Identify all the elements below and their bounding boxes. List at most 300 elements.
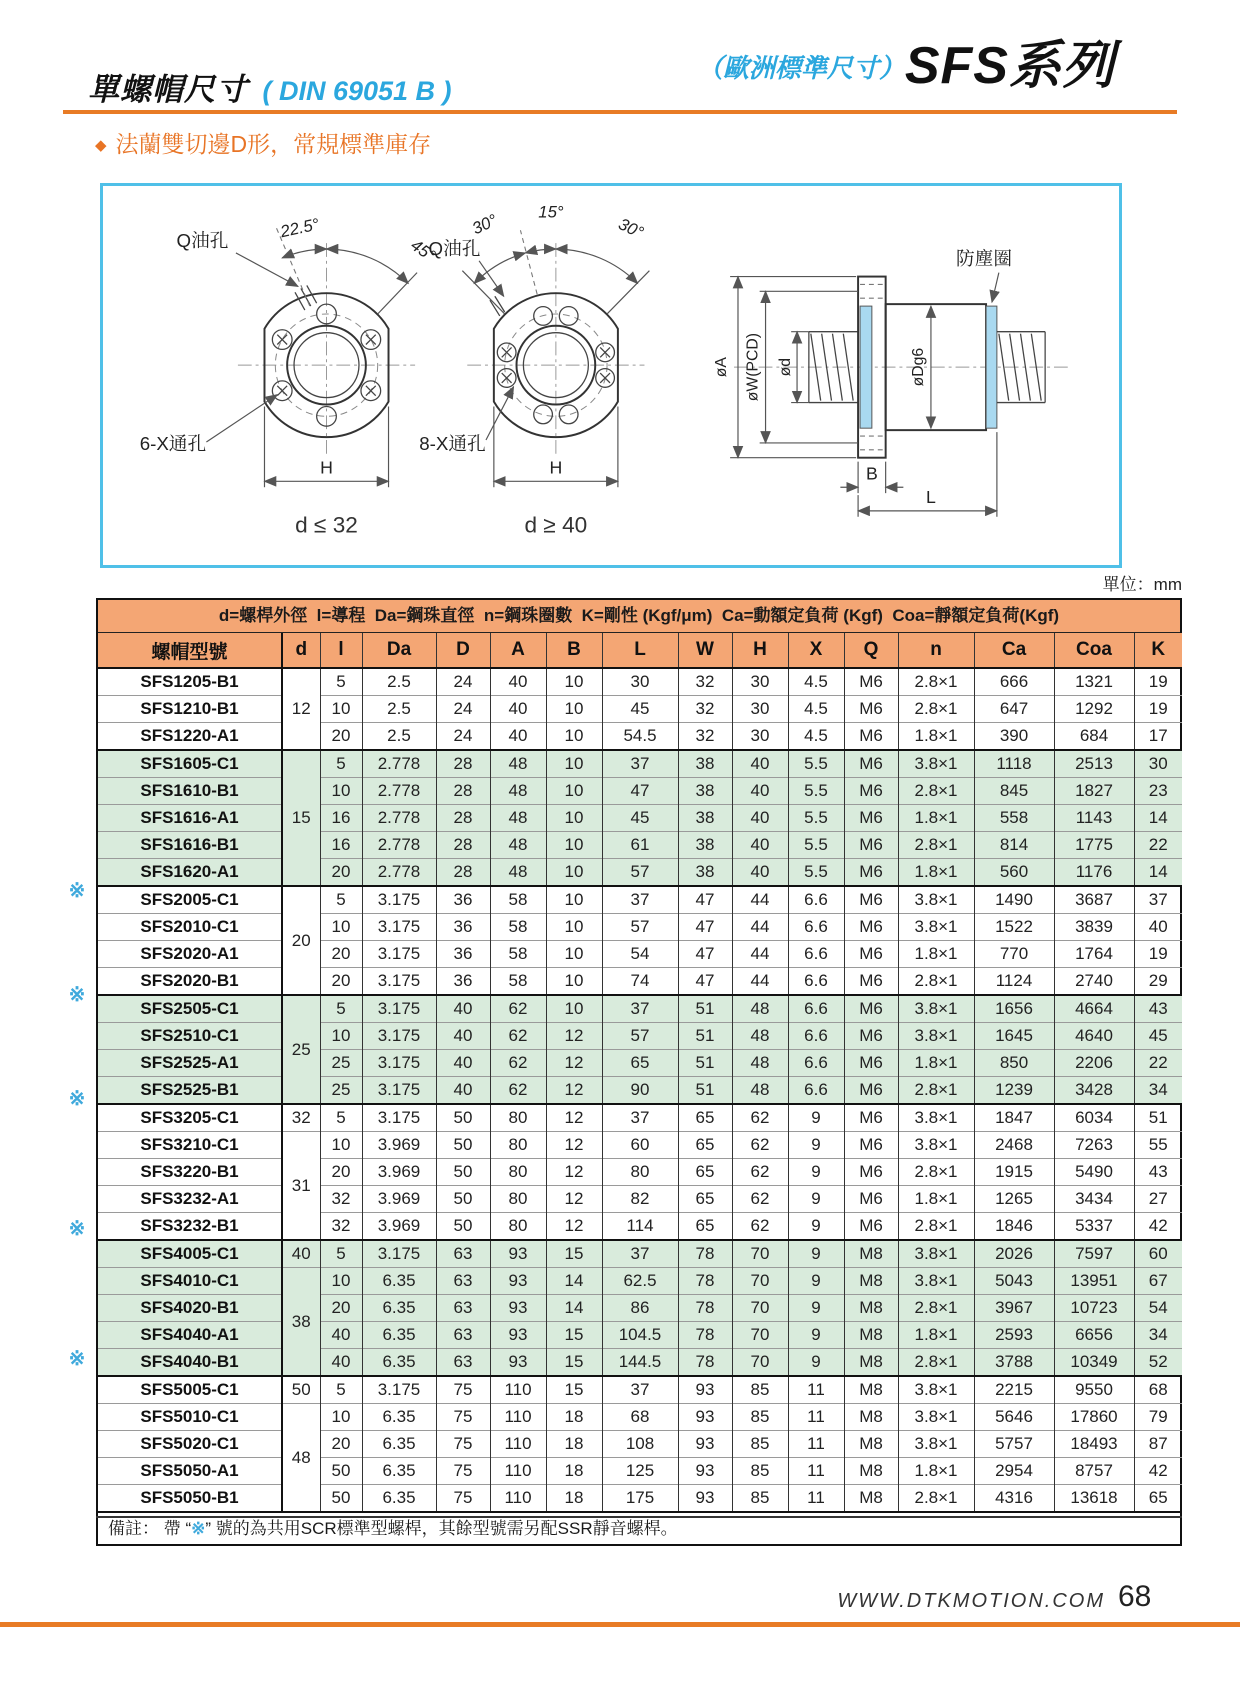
column-header: W bbox=[678, 633, 732, 668]
table-cell: 558 bbox=[974, 805, 1054, 832]
table-cell: 5646 bbox=[974, 1404, 1054, 1431]
model-cell: SFS4010-C1 bbox=[98, 1268, 282, 1295]
table-cell: 78 bbox=[678, 1240, 732, 1268]
table-cell: 5 bbox=[320, 1104, 362, 1132]
table-row bbox=[98, 1376, 1182, 1404]
technical-drawing-box bbox=[100, 183, 1122, 568]
table-cell: 1.8×1 bbox=[898, 1186, 974, 1213]
table-cell: 23 bbox=[1134, 778, 1182, 805]
table-cell: 9 bbox=[788, 1349, 844, 1377]
table-cell: 3.8×1 bbox=[898, 1104, 974, 1132]
table-cell: 1124 bbox=[974, 968, 1054, 996]
table-row bbox=[98, 1050, 1182, 1077]
table-cell: 5.5 bbox=[788, 832, 844, 859]
table-cell: 10723 bbox=[1054, 1295, 1134, 1322]
table-cell: 37 bbox=[1134, 886, 1182, 914]
column-header: n bbox=[898, 633, 974, 668]
table-cell: 48 bbox=[490, 750, 546, 778]
table-cell: 62 bbox=[732, 1213, 788, 1241]
table-cell: 40 bbox=[732, 778, 788, 805]
table-cell: 5.5 bbox=[788, 859, 844, 887]
table-cell: 2.8×1 bbox=[898, 668, 974, 696]
column-header: K bbox=[1134, 633, 1182, 668]
table-cell: 6.6 bbox=[788, 995, 844, 1023]
table-cell: 75 bbox=[436, 1404, 490, 1431]
table-cell: 12 bbox=[546, 1023, 602, 1050]
model-cell: SFS1605-C1 bbox=[98, 750, 282, 778]
table-cell: 175 bbox=[602, 1485, 678, 1512]
table-cell: 6.6 bbox=[788, 968, 844, 996]
table-row bbox=[98, 1268, 1182, 1295]
table-cell: 43 bbox=[1134, 1159, 1182, 1186]
table-cell: 10 bbox=[546, 914, 602, 941]
column-header: 螺帽型號 bbox=[98, 633, 282, 668]
model-cell: SFS3232-A1 bbox=[98, 1186, 282, 1213]
table-cell: 50 bbox=[436, 1132, 490, 1159]
table-cell: 18 bbox=[546, 1458, 602, 1485]
width-dim-label: H bbox=[549, 457, 563, 478]
table-cell: 52 bbox=[1134, 1349, 1182, 1377]
table-cell: 3788 bbox=[974, 1349, 1054, 1377]
table-cell: 82 bbox=[602, 1186, 678, 1213]
table-cell: 684 bbox=[1054, 723, 1134, 751]
table-cell: 9 bbox=[788, 1240, 844, 1268]
table-cell: 57 bbox=[602, 914, 678, 941]
table-cell: 2.778 bbox=[362, 805, 436, 832]
table-cell: 36 bbox=[436, 886, 490, 914]
table-cell: 3.969 bbox=[362, 1186, 436, 1213]
table-cell: 32 bbox=[678, 668, 732, 696]
table-cell: 93 bbox=[490, 1295, 546, 1322]
page-title-standard-note: ( DIN 69051 B ) bbox=[262, 76, 452, 106]
table-cell: 40 bbox=[490, 696, 546, 723]
model-cell: SFS1616-A1 bbox=[98, 805, 282, 832]
table-cell: 60 bbox=[1134, 1240, 1182, 1268]
table-cell: 9 bbox=[788, 1104, 844, 1132]
table-cell: M6 bbox=[844, 914, 898, 941]
table-cell: 85 bbox=[732, 1376, 788, 1404]
table-cell: 68 bbox=[602, 1404, 678, 1431]
table-cell: 38 bbox=[678, 805, 732, 832]
table-cell: 62 bbox=[490, 1077, 546, 1105]
table-cell: 13951 bbox=[1054, 1268, 1134, 1295]
table-cell: 28 bbox=[436, 859, 490, 887]
table-cell: 40 bbox=[732, 859, 788, 887]
table-cell: 6.35 bbox=[362, 1404, 436, 1431]
table-cell: 40 bbox=[436, 1023, 490, 1050]
table-cell: 65 bbox=[1134, 1485, 1182, 1512]
table-cell: 40 bbox=[732, 832, 788, 859]
table-cell: 10 bbox=[546, 723, 602, 751]
table-cell: 58 bbox=[490, 968, 546, 996]
table-cell: 5043 bbox=[974, 1268, 1054, 1295]
table-row bbox=[98, 668, 1182, 696]
table-cell: 42 bbox=[1134, 1458, 1182, 1485]
table-cell: 3.969 bbox=[362, 1159, 436, 1186]
table-cell: 2.8×1 bbox=[898, 1295, 974, 1322]
dia-dg6-dim-label: øDg6 bbox=[910, 347, 928, 387]
table-cell: 65 bbox=[678, 1104, 732, 1132]
table-row bbox=[98, 805, 1182, 832]
table-cell: 3.175 bbox=[362, 995, 436, 1023]
model-cell: SFS2005-C1 bbox=[98, 886, 282, 914]
table-cell: 5 bbox=[320, 1376, 362, 1404]
table-cell: 3967 bbox=[974, 1295, 1054, 1322]
table-cell: 48 bbox=[490, 859, 546, 887]
table-cell: 37 bbox=[602, 1240, 678, 1268]
table-cell: 666 bbox=[974, 668, 1054, 696]
table-cell: M8 bbox=[844, 1349, 898, 1377]
table-cell: M6 bbox=[844, 1104, 898, 1132]
angle-dim-45: 45° bbox=[407, 235, 439, 266]
table-cell: 40 bbox=[732, 805, 788, 832]
table-cell: 85 bbox=[732, 1404, 788, 1431]
table-cell: 25 bbox=[320, 1077, 362, 1105]
table-cell: 80 bbox=[490, 1186, 546, 1213]
table-row bbox=[98, 1240, 1182, 1268]
model-cell: SFS2510-C1 bbox=[98, 1023, 282, 1050]
model-cell: SFS4040-A1 bbox=[98, 1322, 282, 1349]
table-cell: 47 bbox=[678, 968, 732, 996]
table-cell: 10 bbox=[320, 696, 362, 723]
spec-table-body bbox=[98, 668, 1182, 1511]
table-bottom-rule bbox=[96, 1516, 1182, 1518]
footer-rule bbox=[0, 1622, 1240, 1627]
unit-label: 單位：mm bbox=[1102, 575, 1182, 594]
table-cell: 10 bbox=[546, 941, 602, 968]
table-cell: 6.35 bbox=[362, 1431, 436, 1458]
table-cell: 38 bbox=[678, 859, 732, 887]
table-header-row bbox=[98, 633, 1182, 668]
table-cell: 3.175 bbox=[362, 941, 436, 968]
table-row bbox=[98, 1349, 1182, 1377]
table-cell: 38 bbox=[678, 832, 732, 859]
table-cell: 20 bbox=[320, 859, 362, 887]
table-cell: 40 bbox=[436, 995, 490, 1023]
table-cell: 9 bbox=[788, 1186, 844, 1213]
table-cell: M6 bbox=[844, 1077, 898, 1105]
table-cell: 50 bbox=[436, 1159, 490, 1186]
table-cell: 40 bbox=[1134, 914, 1182, 941]
table-cell: 12 bbox=[546, 1077, 602, 1105]
table-cell: 32 bbox=[678, 723, 732, 751]
side-section-view bbox=[713, 248, 1071, 517]
table-cell: 48 bbox=[490, 778, 546, 805]
table-cell: 2.8×1 bbox=[898, 1213, 974, 1241]
table-cell: 9 bbox=[788, 1322, 844, 1349]
table-cell: 50 bbox=[320, 1485, 362, 1512]
table-cell: 14 bbox=[546, 1268, 602, 1295]
table-cell: 2026 bbox=[974, 1240, 1054, 1268]
table-cell: 5 bbox=[320, 668, 362, 696]
model-cell: SFS4005-C1 bbox=[98, 1240, 282, 1268]
table-cell: 9 bbox=[788, 1159, 844, 1186]
table-cell: 45 bbox=[602, 805, 678, 832]
table-cell: 5490 bbox=[1054, 1159, 1134, 1186]
table-cell: 36 bbox=[436, 941, 490, 968]
model-cell: SFS4040-B1 bbox=[98, 1349, 282, 1377]
table-cell: 47 bbox=[602, 778, 678, 805]
table-row bbox=[98, 1077, 1182, 1105]
table-cell: 28 bbox=[436, 832, 490, 859]
table-cell: 78 bbox=[678, 1349, 732, 1377]
table-cell: M8 bbox=[844, 1431, 898, 1458]
table-cell: 9 bbox=[788, 1132, 844, 1159]
table-cell: 1265 bbox=[974, 1186, 1054, 1213]
table-cell: 37 bbox=[602, 1376, 678, 1404]
table-cell: 15 bbox=[546, 1376, 602, 1404]
table-cell: 32 bbox=[678, 696, 732, 723]
table-cell: 2.8×1 bbox=[898, 1485, 974, 1512]
table-cell: M8 bbox=[844, 1376, 898, 1404]
table-cell: 68 bbox=[1134, 1376, 1182, 1404]
column-header: Q bbox=[844, 633, 898, 668]
table-cell: 37 bbox=[602, 995, 678, 1023]
table-cell: 62.5 bbox=[602, 1268, 678, 1295]
table-cell: 814 bbox=[974, 832, 1054, 859]
diamond-bullet-icon: ◆ bbox=[95, 137, 107, 154]
table-cell: 3.8×1 bbox=[898, 914, 974, 941]
table-cell: 3428 bbox=[1054, 1077, 1134, 1105]
table-cell: 3.8×1 bbox=[898, 886, 974, 914]
table-cell: 63 bbox=[436, 1295, 490, 1322]
table-cell: 47 bbox=[678, 914, 732, 941]
table-cell: 647 bbox=[974, 696, 1054, 723]
mid-view-caption: d ≥ 40 bbox=[524, 512, 588, 538]
table-cell: 40 bbox=[320, 1322, 362, 1349]
table-cell: M6 bbox=[844, 832, 898, 859]
table-cell: 79 bbox=[1134, 1404, 1182, 1431]
table-cell: 1118 bbox=[974, 750, 1054, 778]
table-cell: 3434 bbox=[1054, 1186, 1134, 1213]
table-cell: 1.8×1 bbox=[898, 941, 974, 968]
table-cell: 30 bbox=[1134, 750, 1182, 778]
table-cell: 3.8×1 bbox=[898, 1268, 974, 1295]
model-cell: SFS1620-A1 bbox=[98, 859, 282, 887]
table-cell: 2.8×1 bbox=[898, 1077, 974, 1105]
table-cell: 2.5 bbox=[362, 696, 436, 723]
table-cell: 27 bbox=[1134, 1186, 1182, 1213]
column-header: D bbox=[436, 633, 490, 668]
table-cell: 3.175 bbox=[362, 968, 436, 996]
table-cell: 20 bbox=[320, 1431, 362, 1458]
table-cell: 48 bbox=[732, 1077, 788, 1105]
table-cell: 3.8×1 bbox=[898, 1431, 974, 1458]
table-cell: 4.5 bbox=[788, 696, 844, 723]
table-cell: 2.8×1 bbox=[898, 1349, 974, 1377]
table-cell: 11 bbox=[788, 1404, 844, 1431]
angle-dim-15: 15° bbox=[538, 202, 564, 222]
table-cell: M6 bbox=[844, 995, 898, 1023]
table-cell: 12 bbox=[546, 1159, 602, 1186]
table-cell: 2.8×1 bbox=[898, 696, 974, 723]
table-cell: 87 bbox=[1134, 1431, 1182, 1458]
table-cell: 3.8×1 bbox=[898, 1240, 974, 1268]
table-cell: 70 bbox=[732, 1268, 788, 1295]
page-header-left bbox=[88, 64, 452, 109]
table-cell: 70 bbox=[732, 1322, 788, 1349]
front-view-6-hole bbox=[140, 214, 440, 537]
table-cell: 40 bbox=[436, 1077, 490, 1105]
table-row bbox=[98, 995, 1182, 1023]
table-cell: 30 bbox=[732, 668, 788, 696]
table-cell: 93 bbox=[490, 1349, 546, 1377]
table-cell: M6 bbox=[844, 968, 898, 996]
model-cell: SFS3232-B1 bbox=[98, 1213, 282, 1241]
column-header: Ca bbox=[974, 633, 1054, 668]
table-cell: 3687 bbox=[1054, 886, 1134, 914]
table-cell: 45 bbox=[1134, 1023, 1182, 1050]
table-cell: 75 bbox=[436, 1458, 490, 1485]
table-cell: 36 bbox=[436, 968, 490, 996]
table-cell: 1321 bbox=[1054, 668, 1134, 696]
table-cell: 9 bbox=[788, 1268, 844, 1295]
table-cell: 8757 bbox=[1054, 1458, 1134, 1485]
table-row bbox=[98, 832, 1182, 859]
table-cell: 57 bbox=[602, 859, 678, 887]
table-cell: 1764 bbox=[1054, 941, 1134, 968]
table-cell: 30 bbox=[732, 723, 788, 751]
region-standard-note: （歐洲標準尺寸） bbox=[696, 53, 905, 83]
table-cell: 3.175 bbox=[362, 1376, 436, 1404]
table-cell: 85 bbox=[732, 1485, 788, 1512]
table-cell: 1143 bbox=[1054, 805, 1134, 832]
table-cell: 10 bbox=[320, 1023, 362, 1050]
table-cell: M6 bbox=[844, 750, 898, 778]
table-cell: 62 bbox=[732, 1132, 788, 1159]
table-cell: 110 bbox=[490, 1376, 546, 1404]
left-view-caption: d ≤ 32 bbox=[295, 512, 358, 538]
table-cell: 62 bbox=[732, 1186, 788, 1213]
table-cell: 110 bbox=[490, 1458, 546, 1485]
angle-dim-30-right: 30° bbox=[615, 214, 647, 243]
table-cell: 2.778 bbox=[362, 750, 436, 778]
table-cell: 1522 bbox=[974, 914, 1054, 941]
table-row bbox=[98, 1104, 1182, 1132]
table-cell: 10 bbox=[546, 778, 602, 805]
table-cell: 6034 bbox=[1054, 1104, 1134, 1132]
model-cell: SFS5010-C1 bbox=[98, 1404, 282, 1431]
table-cell: 70 bbox=[732, 1240, 788, 1268]
table-cell: 114 bbox=[602, 1213, 678, 1241]
table-cell: 3.175 bbox=[362, 1050, 436, 1077]
table-cell: 37 bbox=[602, 1104, 678, 1132]
shared-screw-marker: ※ bbox=[68, 1348, 86, 1370]
table-cell: 32 bbox=[320, 1186, 362, 1213]
table-cell: 2740 bbox=[1054, 968, 1134, 996]
table-cell: 58 bbox=[490, 886, 546, 914]
column-header: H bbox=[732, 633, 788, 668]
table-cell: 90 bbox=[602, 1077, 678, 1105]
model-cell: SFS2010-C1 bbox=[98, 914, 282, 941]
table-cell: 1846 bbox=[974, 1213, 1054, 1241]
table-cell: 75 bbox=[436, 1485, 490, 1512]
table-cell: M6 bbox=[844, 1159, 898, 1186]
oil-hole-label: Q油孔 bbox=[176, 230, 229, 252]
table-cell: 50 bbox=[320, 1458, 362, 1485]
table-cell: 75 bbox=[436, 1376, 490, 1404]
table-cell: 93 bbox=[678, 1404, 732, 1431]
table-cell: 104.5 bbox=[602, 1322, 678, 1349]
table-cell: M6 bbox=[844, 723, 898, 751]
table-cell: 16 bbox=[320, 805, 362, 832]
table-cell: 2513 bbox=[1054, 750, 1134, 778]
table-cell: 40 bbox=[490, 723, 546, 751]
table-row bbox=[98, 941, 1182, 968]
table-cell: 44 bbox=[732, 914, 788, 941]
table-cell: 62 bbox=[490, 1050, 546, 1077]
table-cell: 22 bbox=[1134, 832, 1182, 859]
through-holes-label: 8-X通孔 bbox=[419, 432, 486, 454]
table-cell: 5 bbox=[320, 1240, 362, 1268]
table-cell: 10 bbox=[320, 914, 362, 941]
table-cell: 43 bbox=[1134, 995, 1182, 1023]
spec-table bbox=[98, 633, 1182, 1511]
page-number: 68 bbox=[1118, 1580, 1152, 1613]
table-cell: 3.969 bbox=[362, 1132, 436, 1159]
table-cell: 28 bbox=[436, 750, 490, 778]
table-cell: 10 bbox=[546, 805, 602, 832]
table-cell: M8 bbox=[844, 1485, 898, 1512]
dia-a-dim-label: øA bbox=[713, 357, 731, 378]
table-cell: 3.175 bbox=[362, 914, 436, 941]
table-cell: 3.8×1 bbox=[898, 995, 974, 1023]
table-cell: 51 bbox=[678, 1077, 732, 1105]
model-cell: SFS5050-A1 bbox=[98, 1458, 282, 1485]
table-cell: 4.5 bbox=[788, 723, 844, 751]
table-cell: 850 bbox=[974, 1050, 1054, 1077]
table-cell: 80 bbox=[490, 1132, 546, 1159]
table-cell: 10 bbox=[320, 1132, 362, 1159]
table-cell: 63 bbox=[436, 1240, 490, 1268]
table-row bbox=[98, 1023, 1182, 1050]
table-cell: 51 bbox=[678, 1050, 732, 1077]
table-cell: 44 bbox=[732, 886, 788, 914]
table-cell: 20 bbox=[320, 1295, 362, 1322]
table-cell: 37 bbox=[602, 750, 678, 778]
table-cell: 78 bbox=[678, 1268, 732, 1295]
table-cell: 78 bbox=[678, 1295, 732, 1322]
table-cell: 2954 bbox=[974, 1458, 1054, 1485]
table-cell: 10 bbox=[320, 1268, 362, 1295]
table-row bbox=[98, 1159, 1182, 1186]
table-cell: 60 bbox=[602, 1132, 678, 1159]
dust-seal-label: 防塵圈 bbox=[956, 247, 1013, 269]
website-url: WWW.DTKMOTION.COM bbox=[837, 1590, 1105, 1612]
table-cell: 93 bbox=[678, 1431, 732, 1458]
table-cell: 6.6 bbox=[788, 914, 844, 941]
table-cell: 74 bbox=[602, 968, 678, 996]
table-cell: 14 bbox=[1134, 805, 1182, 832]
table-cell: 5.5 bbox=[788, 778, 844, 805]
table-cell: 5 bbox=[320, 995, 362, 1023]
table-cell: M6 bbox=[844, 886, 898, 914]
table-cell: M8 bbox=[844, 1404, 898, 1431]
table-row bbox=[98, 1186, 1182, 1213]
footnote-marker: ※ bbox=[191, 1519, 206, 1538]
table-cell: 6.35 bbox=[362, 1322, 436, 1349]
table-cell: 6.6 bbox=[788, 941, 844, 968]
table-cell: M6 bbox=[844, 1132, 898, 1159]
table-cell: 57 bbox=[602, 1023, 678, 1050]
model-cell: SFS3210-C1 bbox=[98, 1132, 282, 1159]
table-cell: 19 bbox=[1134, 696, 1182, 723]
table-cell: 20 bbox=[320, 968, 362, 996]
table-cell: 11 bbox=[788, 1376, 844, 1404]
dust-seal-right bbox=[986, 306, 997, 428]
table-cell: 28 bbox=[436, 805, 490, 832]
table-cell: 4664 bbox=[1054, 995, 1134, 1023]
